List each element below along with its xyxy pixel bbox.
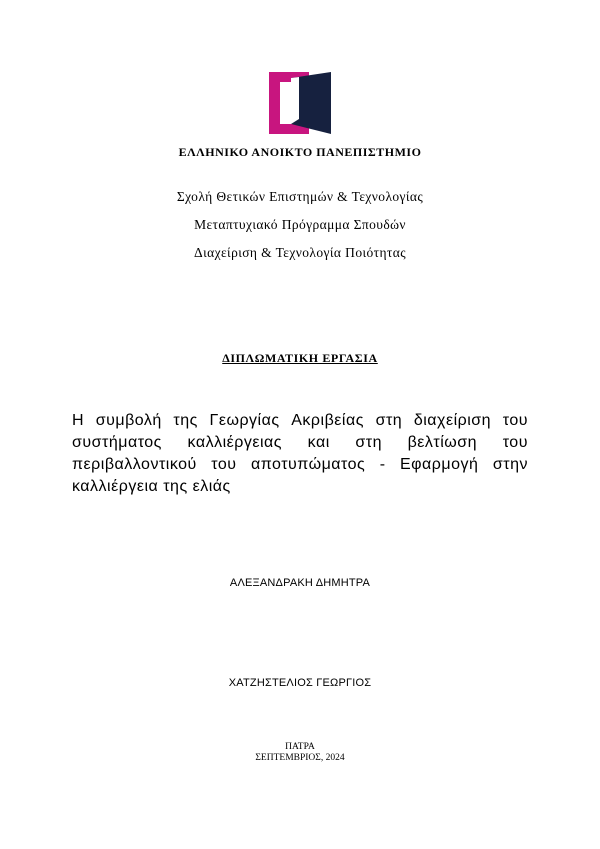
- thesis-title-line: [72, 454, 528, 476]
- program-specialization: Διαχείριση & Τεχνολογία Ποιότητας: [194, 245, 406, 260]
- university-name: ΕΛΛΗΝΙΚΟ ΑΝΟΙΚΤΟ ΠΑΝΕΠΙΣΤΗΜΙΟ: [178, 145, 422, 159]
- thesis-title-word: συμβολή: [95, 412, 162, 429]
- school-name: Σχολή Θετικών Επιστημών & Τεχνολογίας: [176, 189, 424, 204]
- thesis-title-word: Εφαρμογή: [400, 456, 479, 473]
- author-name: ΑΛΕΞΑΝΔΡΑΚΗ ΔΗΜΗΤΡΑ: [229, 577, 371, 589]
- thesis-title-word: του: [502, 434, 528, 451]
- thesis-title-word: και: [307, 434, 330, 451]
- thesis-type-heading: ΔΙΠΛΩΜΑΤΙΚΗ ΕΡΓΑΣΙΑ: [222, 351, 378, 365]
- thesis-title-word: Γεωργίας: [209, 412, 280, 429]
- thesis-title-word: Ακριβείας: [291, 412, 364, 429]
- program-name: Μεταπτυχιακό Πρόγραμμα Σπουδών: [194, 217, 406, 232]
- thesis-title-word: Η: [72, 412, 85, 429]
- thesis-title-word: καλλιέργεια της ελιάς: [72, 478, 231, 495]
- thesis-title-word: στη: [355, 434, 382, 451]
- supervisor-name: ΧΑΤΖΗΣΤΕΛΙΟΣ ΓΕΩΡΓΙΟΣ: [228, 677, 372, 689]
- thesis-title-word: στη: [375, 412, 403, 429]
- thesis-title-line: [72, 432, 528, 454]
- thesis-title-line: [72, 410, 528, 432]
- city: ΠΑΤΡΑ: [285, 742, 315, 752]
- thesis-title-word: της: [173, 412, 198, 429]
- submission-date: ΣΕΠΤΕΜΒΡΙΟΣ, 2024: [255, 753, 345, 763]
- thesis-title-word: συστήματος: [72, 434, 162, 451]
- thesis-title-word: καλλιέργειας: [187, 434, 283, 451]
- thesis-title-word: διαχείριση: [413, 412, 492, 429]
- thesis-title-word: του: [502, 412, 528, 429]
- thesis-title-word: του: [211, 456, 237, 473]
- thesis-title-word: -: [379, 456, 386, 473]
- thesis-title-word: βελτίωση: [407, 434, 478, 451]
- thesis-title-word: αποτυπώματος: [250, 456, 366, 473]
- thesis-title: [72, 410, 528, 498]
- thesis-title-word: περιβαλλοντικού: [72, 456, 197, 473]
- university-logo-icon: [269, 72, 331, 134]
- thesis-title-line: [72, 476, 528, 498]
- thesis-title-word: στην: [492, 456, 528, 473]
